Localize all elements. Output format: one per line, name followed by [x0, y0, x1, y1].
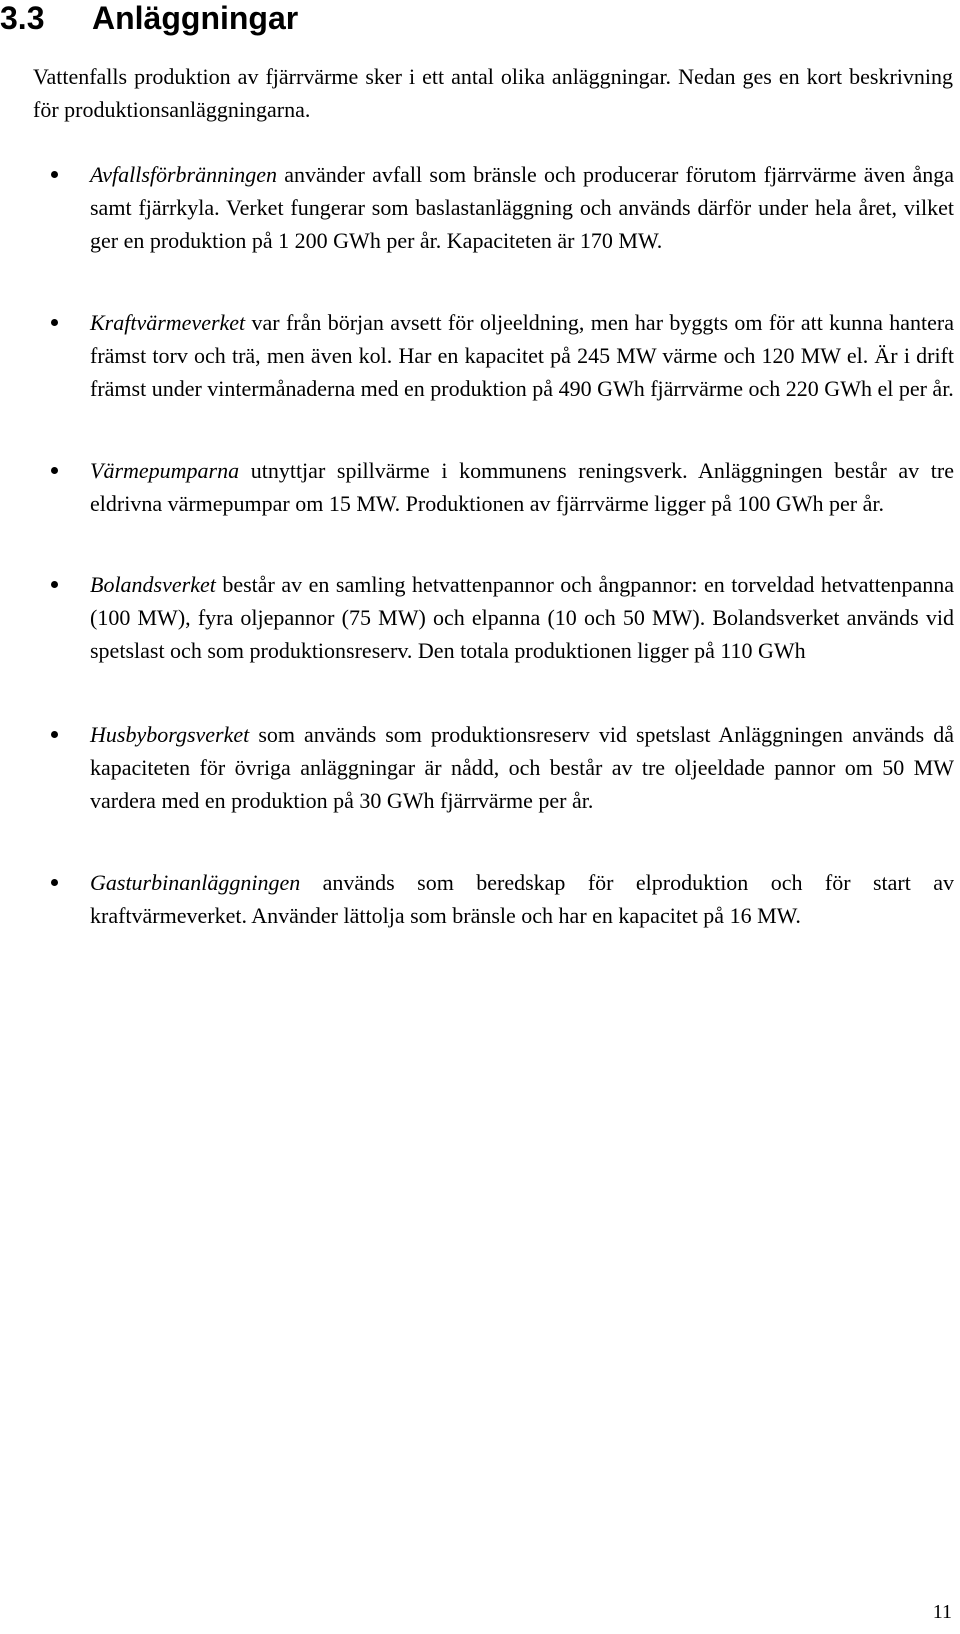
facility-name: Kraftvärmeverket: [90, 310, 246, 335]
list-item-text: [90, 718, 954, 817]
bullet-icon: [51, 319, 58, 326]
facility-name: Bolandsverket: [90, 572, 216, 597]
page-number: 11: [932, 1601, 952, 1623]
section-title: Anläggningar: [92, 0, 299, 36]
facility-description: använder avfall som bränsle och producerar förutom fjärrvärme även ånga samt fjärrkyla. Verket fungerar som baslastanläggning och används därför under hela året, vilket ger en produktion på 1 200 GWh per år. Kapaciteten är 170 MW.: [90, 162, 954, 253]
bullet-icon: [51, 731, 58, 738]
bullet-icon: [51, 467, 58, 474]
facility-name: Avfallsförbränningen: [90, 162, 277, 187]
facility-description: utnyttjar spillvärme i kommunens reningsverk. Anläggningen består av tre eldrivna värmepumpar om 15 MW. Produktionen av fjärrvärme ligger på 100 GWh per år.: [90, 458, 954, 516]
facility-name: Husbyborgsverket: [90, 722, 250, 747]
intro-paragraph: Vattenfalls produktion av fjärrvärme sker i ett antal olika anläggningar. Nedan ges en kort beskrivning för produktionsanläggningarna.: [33, 64, 953, 122]
bullet-icon: [51, 171, 58, 178]
facility-description: som används som produktionsreserv vid spetslast Anläggningen används då kapaciteten för övriga anläggningar är nådd, och består av tre oljeeldade pannor om 50 MW vardera med en produktion på 30 GWh fjärrvärme per år.: [90, 722, 954, 813]
list-item-text: [90, 866, 954, 932]
list-item-text: [90, 454, 954, 520]
list-item-text: [90, 158, 954, 257]
section-number: 3.3: [0, 0, 45, 36]
facility-description: används som beredskap för elproduktion och för start av kraftvärmeverket. Använder lättolja som bränsle och har en kapacitet på 16 MW.: [90, 870, 954, 928]
list-item-text: [90, 568, 954, 667]
facility-name: Värmepumparna: [90, 458, 240, 483]
facility-name: Gasturbinanläggningen: [90, 870, 301, 895]
facility-description: var från början avsett för oljeeldning, men har byggts om för att kunna hantera främst torv och trä, men även kol. Har en kapacitet på 245 MW värme och 120 MW el. Är i drift främst under vintermånaderna med en produktion på 490 GWh fjärrvärme och 220 GWh el per år.: [90, 310, 954, 401]
facility-description: består av en samling hetvattenpannor och ångpannor: en torveldad hetvattenpanna (100 MW), fyra oljepannor (75 MW) och elpanna (10 och 50 MW). Bolandsverket används vid spetslast och som produktionsreserv. Den totala produktionen ligger på 110 GWh: [90, 572, 954, 663]
bullet-icon: [51, 581, 58, 588]
list-item-text: [90, 306, 954, 405]
bullet-icon: [51, 879, 58, 886]
